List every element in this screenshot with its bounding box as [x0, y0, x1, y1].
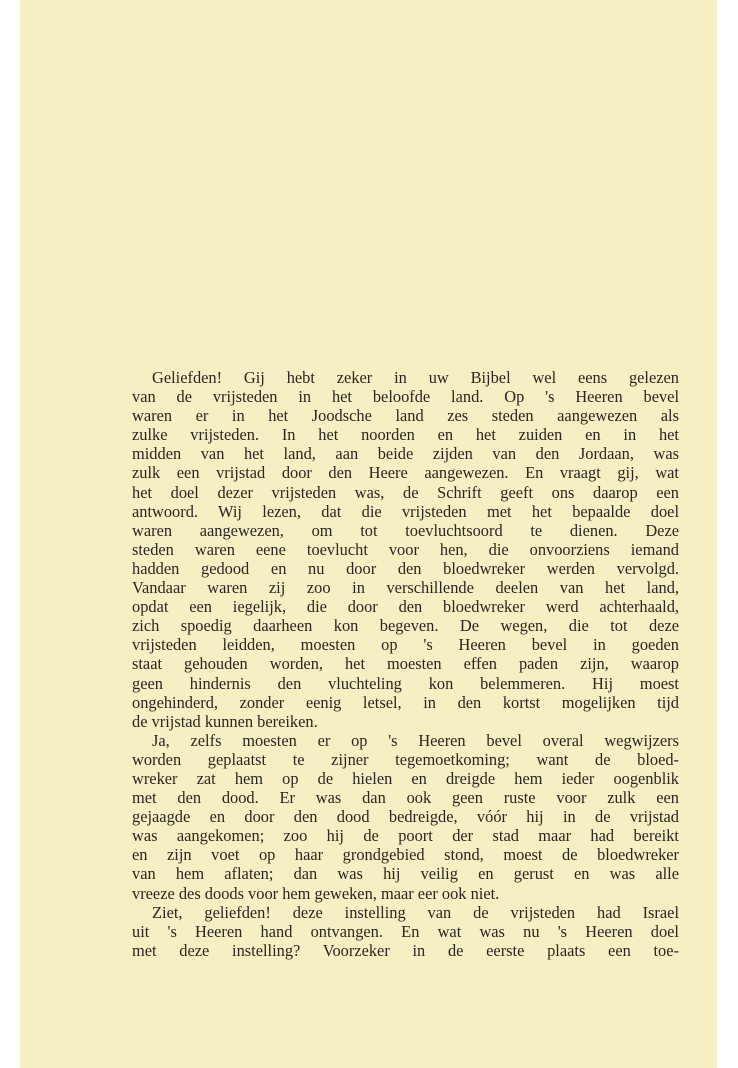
text-line: was aangekomen; zoo hij de poort der stad maar had bereikt — [132, 826, 679, 846]
text-line: waren aangewezen, om tot toevluchtsoord te dienen. Deze — [132, 520, 679, 540]
text-line: van de vrijsteden in het beloofde land. Op 's Heeren bevel — [132, 387, 679, 407]
text-line: Geliefden! Gij hebt zeker in uw Bijbel wel eens gelezen — [152, 368, 679, 387]
text-line: uit 's Heeren hand ontvangen. En wat was nu 's Heeren doel — [132, 921, 679, 941]
text-line: zulk een vrijstad door den Heere aangewezen. En vraagt gij, wat — [132, 463, 679, 483]
text-line: antwoord. Wij lezen, dat die vrijsteden met het bepaalde doel — [132, 501, 679, 521]
text-line: zulke vrijsteden. In het noorden en het zuiden en in het — [132, 425, 679, 445]
text-line: de vrijstad kunnen bereiken. — [132, 711, 318, 731]
text-line: staat gehouden worden, het moesten effen paden zijn, waarop — [132, 654, 679, 674]
text-line: Ja, zelfs moesten er op 's Heeren bevel overal wegwijzers — [152, 730, 679, 750]
text-line: waren er in het Joodsche land zes steden aangewezen als — [132, 406, 679, 426]
text-line: zich spoedig daarheen kon begeven. De wegen, die tot deze — [132, 616, 679, 636]
text-line: van hem aflaten; dan was hij veilig en gerust en was alle — [132, 864, 679, 884]
text-line: worden geplaatst te zijner tegemoetkoming; want de bloed- — [132, 749, 679, 769]
text-line: Ziet, geliefden! deze instelling van de vrijsteden had Israel — [152, 902, 679, 922]
text-line: geen hindernis den vluchteling kon belemmeren. Hij moest — [132, 673, 679, 693]
text-line: gejaagde en door den dood bedreigde, vóór hij in de vrijstad — [132, 807, 679, 827]
text-line: wreker zat hem op de hielen en dreigde hem ieder oogenblik — [132, 768, 679, 788]
text-line: vreeze des doods voor hem geweken, maar eer ook niet. — [132, 883, 500, 903]
text-line: ongehinderd, zonder eenig letsel, in den kortst mogelijken tijd — [132, 692, 679, 712]
text-line: steden waren eene toevlucht voor hen, die onvoorziens iemand — [132, 539, 679, 559]
text-line: hadden gedood en nu door den bloedwreker werden vervolgd. — [132, 558, 679, 578]
paragraph-3 — [132, 903, 679, 960]
text-line: het doel dezer vrijsteden was, de Schrift geeft ons daarop een — [132, 482, 679, 502]
text-line: Vandaar waren zij zoo in verschillende deelen van het land, — [132, 578, 679, 598]
text-line: en zijn voet op haar grondgebied stond, moest de bloedwreker — [132, 845, 679, 865]
book-page — [20, 0, 717, 1068]
body-text — [132, 368, 679, 960]
text-line: met deze instelling? Voorzeker in de eerste plaats een toe- — [132, 940, 679, 960]
text-line: opdat een iegelijk, die door den bloedwreker werd achterhaald, — [132, 597, 679, 617]
text-line: vrijsteden leidden, moesten op 's Heeren bevel in goeden — [132, 635, 679, 655]
text-line: met den dood. Er was dan ook geen ruste voor zulk een — [132, 788, 679, 808]
paragraph-2 — [132, 731, 679, 903]
text-line: midden van het land, aan beide zijden van den Jordaan, was — [132, 444, 679, 464]
paragraph-1 — [132, 368, 679, 731]
